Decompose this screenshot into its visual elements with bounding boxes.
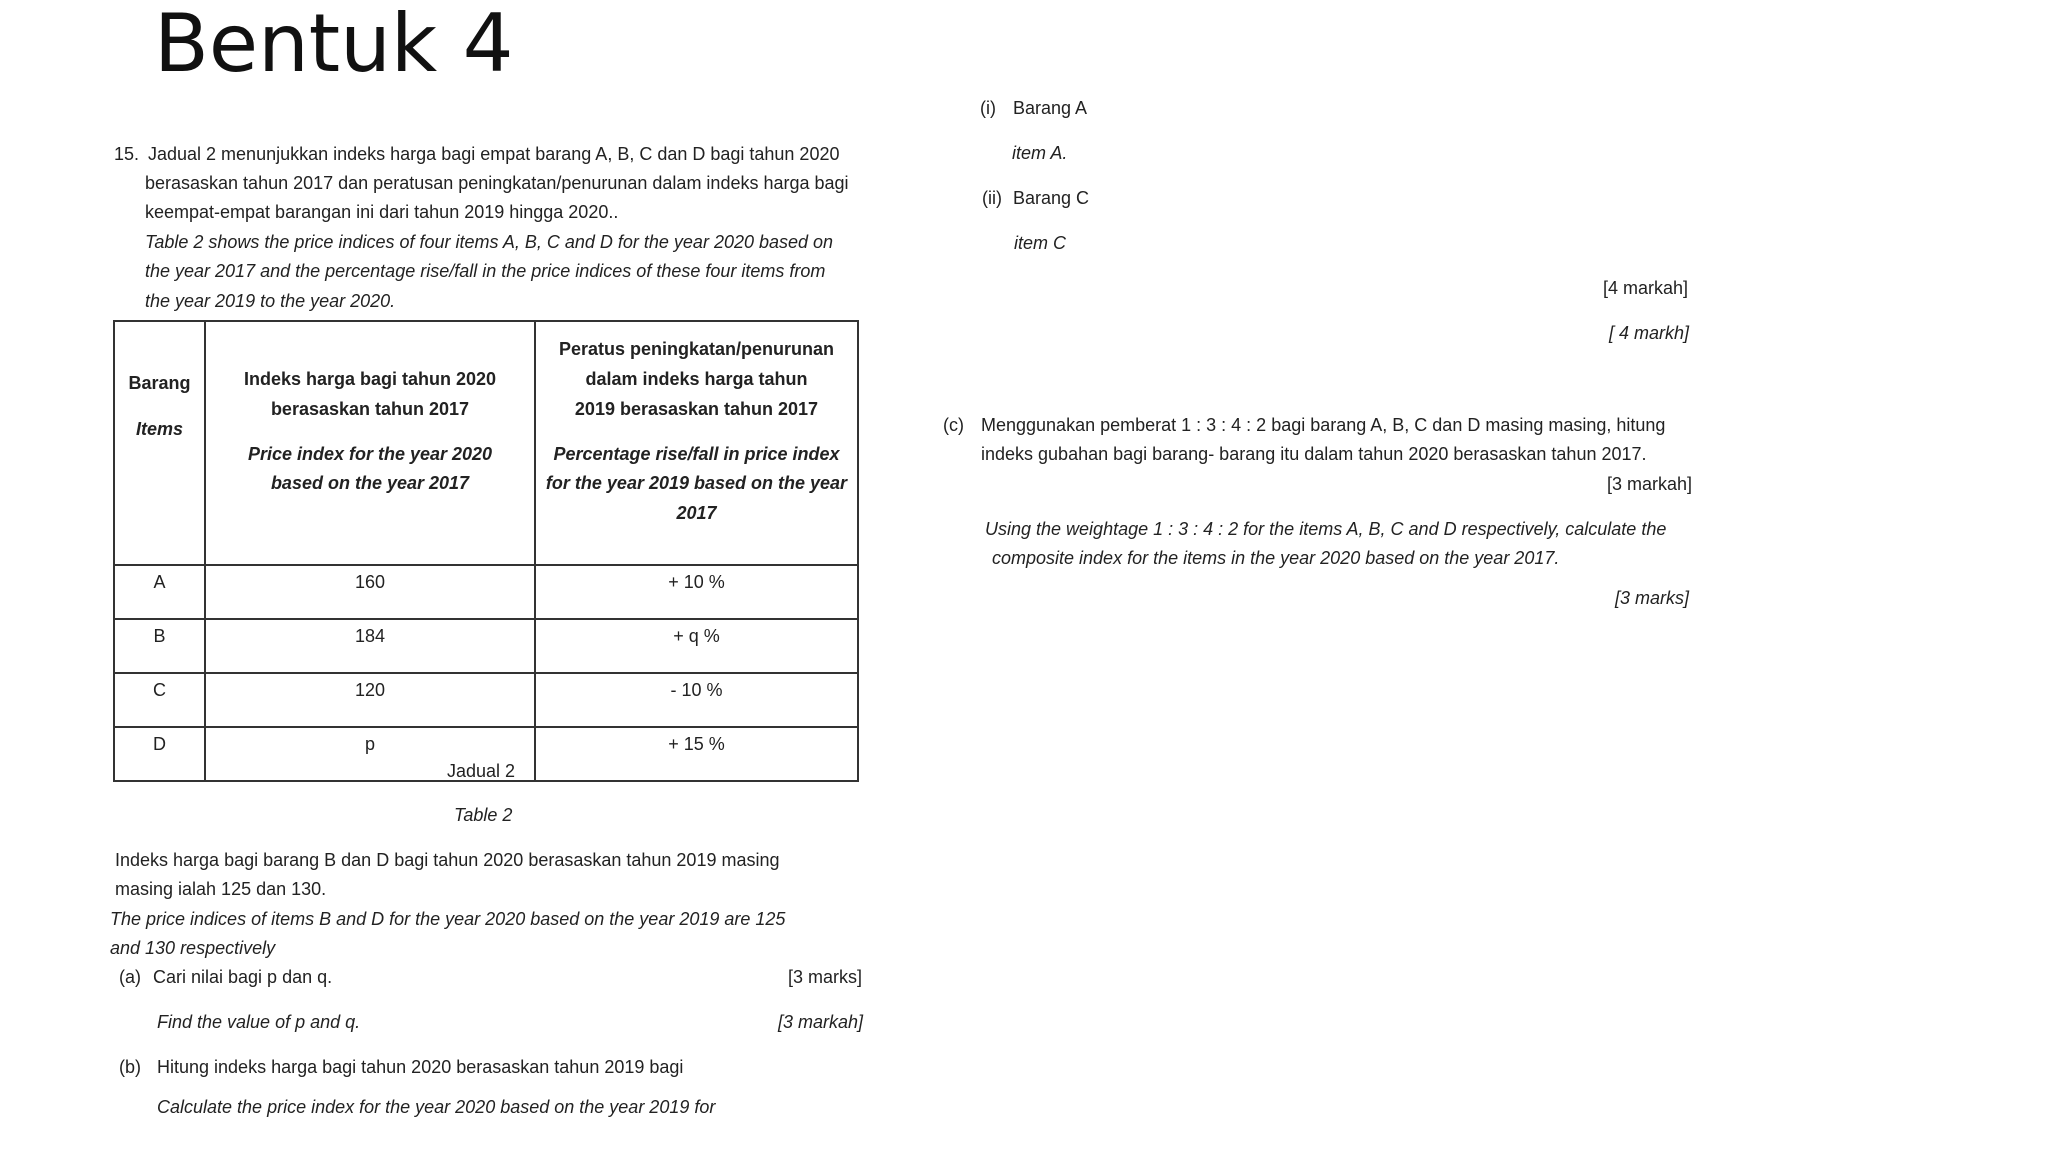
header-items-english: Items	[135, 419, 184, 439]
cell-item: D	[114, 727, 205, 781]
header-items-malay: Barang	[128, 373, 191, 393]
given-english-line-1: The price indices of items B and D for the year 2020 based on the year 2019 are 125	[110, 909, 786, 929]
part-c-marks-2: [3 marks]	[1615, 588, 1690, 608]
part-c-english-line-1: Using the weightage 1 : 3 : 4 : 2 for the items A, B, C and D respectively, calculate the	[985, 519, 1667, 539]
header-index-malay-1: Indeks harga bagi tahun 2020	[243, 369, 497, 389]
part-b-english: Calculate the price index for the year 2020 based on the year 2019 for	[157, 1097, 716, 1117]
header-price-index	[205, 321, 535, 565]
part-c-malay-line-2: indeks gubahan bagi barang- barang itu dalam tahun 2020 berasaskan tahun 2017.	[981, 444, 1647, 464]
cell-index: 184	[205, 619, 535, 673]
cell-item: B	[114, 619, 205, 673]
part-a-label: (a)	[119, 967, 141, 987]
header-index-malay-2: berasaskan tahun 2017	[270, 399, 470, 419]
cell-change: + 10 %	[535, 565, 858, 619]
part-a-malay: Cari nilai bagi p dan q.	[153, 967, 333, 987]
intro-malay-line-1: Jadual 2 menunjukkan indeks harga bagi empat barang A, B, C dan D bagi tahun 2020	[148, 144, 840, 164]
given-malay-line-1: Indeks harga bagi barang B dan D bagi tahun 2020 berasaskan tahun 2019 masing	[115, 850, 780, 870]
part-b-sub-ii-english: item C	[1014, 233, 1067, 253]
part-b-sub-ii-malay: Barang C	[1013, 188, 1090, 208]
table-row	[114, 619, 858, 673]
part-b-marks-2: [ 4 markh]	[1609, 323, 1690, 343]
cell-change: + 15 %	[535, 727, 858, 781]
intro-english-line-2: the year 2017 and the percentage rise/fall in the price indices of these four items from	[145, 261, 826, 281]
intro-malay-line-3: keempat-empat barangan ini dari tahun 2019 hingga 2020..	[145, 202, 619, 222]
part-b-sub-i-label: (i)	[980, 98, 996, 118]
cell-item: C	[114, 673, 205, 727]
cell-item: A	[114, 565, 205, 619]
header-index-english-1: Price index for the year 2020	[247, 444, 493, 464]
cell-index: p	[205, 727, 535, 781]
question-number: 15.	[114, 144, 140, 164]
part-b-label: (b)	[119, 1057, 141, 1077]
part-b-sub-ii-label: (ii)	[982, 188, 1002, 208]
header-change-malay-3: 2019 berasaskan tahun 2017	[574, 399, 819, 419]
table-caption-english: Table 2	[454, 805, 513, 825]
header-percentage-change	[535, 321, 858, 565]
part-a-marks-2: [3 markah]	[778, 1012, 864, 1032]
given-malay-line-2: masing ialah 125 dan 130.	[115, 879, 327, 899]
table-header-row	[114, 321, 858, 565]
part-c-malay-line-1: Menggunakan pemberat 1 : 3 : 4 : 2 bagi barang A, B, C dan D masing masing, hitung	[981, 415, 1666, 435]
header-items	[114, 321, 205, 565]
price-index-table	[113, 320, 859, 782]
header-change-english-3: 2017	[676, 503, 717, 523]
part-b-sub-i-malay: Barang A	[1013, 98, 1088, 118]
part-c-english-line-2: composite index for the items in the year 2020 based on the year 2017.	[992, 548, 1560, 568]
header-change-malay-1: Peratus peningkatan/penurunan	[558, 339, 835, 359]
cell-change: - 10 %	[535, 673, 858, 727]
intro-english-line-1: Table 2 shows the price indices of four items A, B, C and D for the year 2020 based on	[145, 232, 834, 252]
part-c-label: (c)	[943, 415, 964, 435]
header-change-english-2: for the year 2019 based on the year	[545, 473, 848, 493]
part-a-english: Find the value of p and q.	[157, 1012, 361, 1032]
cell-index: 120	[205, 673, 535, 727]
header-change-malay-2: dalam indeks harga tahun	[585, 369, 808, 389]
cell-change: + q %	[535, 619, 858, 673]
header-index-english-2: based on the year 2017	[270, 473, 470, 493]
intro-english-line-3: the year 2019 to the year 2020.	[145, 291, 396, 311]
header-change-english-1: Percentage rise/fall in price index	[553, 444, 840, 464]
part-c-marks-1: [3 markah]	[1607, 474, 1693, 494]
given-english-line-2: and 130 respectively	[110, 938, 276, 958]
cell-index: 160	[205, 565, 535, 619]
intro-malay-line-2: berasaskan tahun 2017 dan peratusan peningkatan/penurunan dalam indeks harga bagi	[145, 173, 849, 193]
table-row	[114, 673, 858, 727]
part-b-malay: Hitung indeks harga bagi tahun 2020 berasaskan tahun 2019 bagi	[157, 1057, 684, 1077]
slide-title: Bentuk 4	[154, 0, 514, 90]
part-b-sub-i-english: item A.	[1012, 143, 1068, 163]
table-row	[114, 565, 858, 619]
part-a-marks-1: [3 marks]	[788, 967, 863, 987]
part-b-marks-1: [4 markah]	[1603, 278, 1689, 298]
table-caption-malay: Jadual 2	[447, 761, 516, 781]
